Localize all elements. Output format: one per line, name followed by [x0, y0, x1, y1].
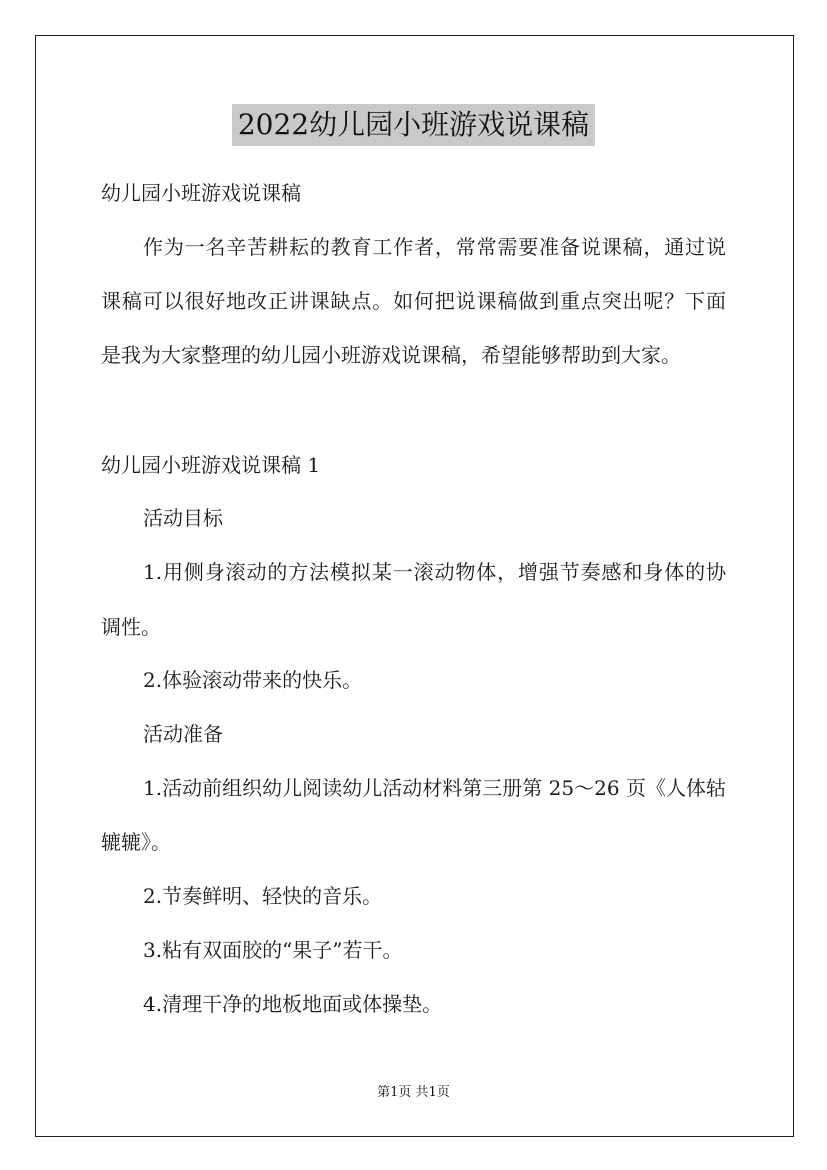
goal-1-line-2: 调性。	[101, 615, 161, 639]
goal-1-line-1: 1.用侧身滚动的方法模拟某一滚动物体，增强节奏感和身体的协	[143, 560, 726, 584]
page-footer: 第1页 共1页	[377, 1085, 450, 1100]
document-title: 2022幼儿园小班游戏说课稿	[232, 104, 595, 146]
prep-2: 2.节奏鲜明、轻快的音乐。	[143, 884, 383, 908]
goal-2: 2.体验滚动带来的快乐。	[143, 668, 363, 692]
intro-line-1: 作为一名辛苦耕耘的教育工作者，常常需要准备说课稿，通过说	[143, 235, 726, 259]
document-subtitle: 幼儿园小班游戏说课稿	[101, 181, 301, 205]
prep-3: 3.粘有双面胶的“果子”若干。	[143, 938, 403, 962]
prep-1-line-2: 辘辘》。	[101, 830, 171, 854]
prep-heading: 活动准备	[143, 722, 223, 746]
goals-heading: 活动目标	[143, 506, 223, 530]
title-container	[0, 104, 827, 146]
prep-1-line-1: 1.活动前组织幼儿阅读幼儿活动材料第三册第 25～26 页《人体轱	[143, 776, 726, 800]
intro-line-2: 课稿可以很好地改正讲课缺点。如何把说课稿做到重点突出呢？下面	[101, 289, 726, 313]
section-title: 幼儿园小班游戏说课稿 1	[101, 453, 321, 477]
prep-4: 4.清理干净的地板地面或体操垫。	[143, 992, 443, 1016]
intro-line-3: 是我为大家整理的幼儿园小班游戏说课稿，希望能够帮助到大家。	[101, 343, 681, 367]
